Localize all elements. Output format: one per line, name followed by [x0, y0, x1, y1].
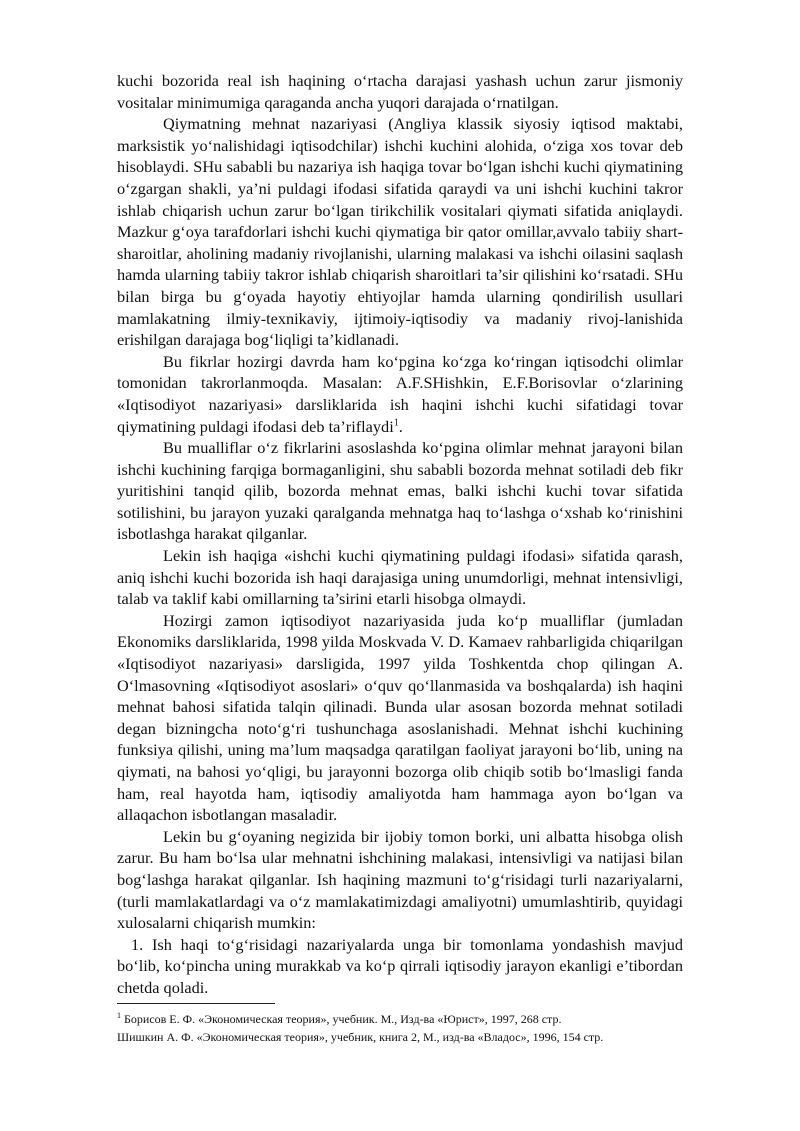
paragraph-contemporary-theory: Hozirgi zamon iqtisodiyot nazariyasida juda ko‘p mualliflar (jumladan Ekonomiks darsliklarida, 1998 yilda Moskvada V. D. Kamaev rahbarligida chiqarilgan «Iqtisodiyot nazariyasi» darsligida, 1997 yilda Toshkentda chop qilingan A. O‘lmasovning «Iqtisodiyot asoslari» o‘quv qo‘llanmasida va boshqalarda) ish haqini mehnat bahosi sifatida talqin qilinadi. Bunda ular asosan bozorda mehnat sotiladi degan bizningcha noto‘g‘ri tushunchaga asoslanishadi. Mehnat ishchi kuchining funksiya qilishi, uning ma’lum maqsadga qaratilgan faoliyat jarayoni bo‘lib, uning na qiymati, na bahosi yo‘qligi, bu jarayonni bozorga olib chiqib sotib bo‘lmasligi fanda ham, real hayotda ham, iqtisodiy amaliyotda ham hammaga ayon bo‘lgan va allaqachon isbotlangan masaladir.	[117, 610, 683, 825]
footnote-2: Шишкин А. Ф. «Экономическая теория», учебник, книга 2, М., изд-ва «Владос», 1996, 154 стр.	[117, 1029, 604, 1044]
footnote-1-text: Борисов Е. Ф. «Экономическая теория», учебник. М., Изд-ва «Юрист», 1997, 268 стр.	[124, 1011, 562, 1026]
footnote-1	[117, 1010, 683, 1028]
paragraph-labor-theory: Qiymatning mehnat nazariyasi (Angliya klassik siyosiy iqtisod maktabi, marksistik yo‘nalishidagi iqtisodchilar) ishchi kuchini alohida, o‘ziga xos tovar deb hisoblaydi. SHu sababli bu nazariya ish haqiga tovar bo‘lgan ishchi kuchi qiymatining o‘zgargan shakli, ya’ni puldagi ifodasi sifatida qaraydi va uni ishchi kuchini takror ishlab chiqarish uchun zarur bo‘lgan tirikchilik vositalari qiymati sifatida aniqlaydi. Mazkur g‘oya tarafdorlari ishchi kuchi qiymatiga bir qator omillar,avvalo tabiiy shart-sharoitlar, aholining madaniy rivojlanishi, ularning malakasi va ishchi oilasini saqlash hamda ularning tabiiy takror ishlab chiqarish sharoitlari ta’sir qilishini ko‘rsatadi. SHu bilan birga bu g‘oyada hayotiy ehtiyojlar hamda ularning qondirilish usullari mamlakatning ilmiy-texnikaviy, ijtimoiy-iqtisodiy va madaniy rivoj-lanishida erishilgan darajaga bog‘liqligi ta’kidlanadi.	[117, 114, 683, 350]
paragraph-modern-scholars-text: Bu fikrlar hozirgi davrda ham ko‘pgina ko‘zga ko‘ringan iqtisodchi olimlar tomonidan takrorlanmoqda. Masalan: A.F.SHishkin, E.F.Borisovlar o‘zlarining «Iqtisodiyot nazariyasi» darsliklarida ish haqini ishchi kuchi sifatidagi tovar qiymatining puldagi ifodasi deb ta’riflaydi	[117, 351, 683, 436]
list-item-conclusion-1: 1. Ish haqi to‘g‘risidagi nazariyalarda unga bir tomonlama yondashish mavjud bo‘lib, ko‘pincha uning murakkab va ko‘p qirrali iqtisodiy jarayon ekanligi e’tibordan chetda qoladi.	[117, 934, 683, 997]
paragraph-continuation: kuchi bozorida real ish haqining o‘rtacha darajasi yashash uchun zarur jismoniy vositalar minimumiga qaraganda ancha yuqori darajada o‘rnatilgan.	[117, 71, 683, 112]
footnote-reference-suffix: .	[398, 416, 403, 436]
document-page	[117, 70, 683, 1046]
paragraph-critique: Lekin ish haqiga «ishchi kuchi qiymatining puldagi ifodasi» sifatida qarash, aniq ishchi kuchi bozorida ish haqi darajasiga uning unumdorligi, mehnat intensivligi, talab va taklif kabi omillarning ta’sirini etarli hisobga olmaydi.	[117, 546, 683, 609]
footnote-mark: 1	[117, 1010, 121, 1020]
paragraph-positive-side: Lekin bu g‘oyaning negizida bir ijobiy tomon borki, uni albatta hisobga olish zarur. Bu ham bo‘lsa ular mehnatni ishchining malakasi, intensivligi va natijasi bilan bog‘lashga harakat qilganlar. Ish haqining mazmuni to‘g‘risidagi turli nazariyalarni, (turli mamlakatlardagi va o‘z mamlakatimizdagi amaliyotni) umumlashtirib, quyidagi xulosalarni chiqarish mumkin:	[117, 826, 683, 933]
footnote-reference[interactable]: 1	[393, 417, 399, 429]
paragraph-modern-scholars	[117, 351, 683, 437]
footnote-divider	[117, 1003, 275, 1004]
paragraph-authors-argument: Bu mualliflar o‘z fikrlarini asoslashda ko‘pgina olimlar mehnat jarayoni bilan ishchi kuchining farqiga bormaganligini, shu sababli bozorda mehnat sotiladi deb fikr yuritishini tanqid qilib, bozorda mehnat emas, balki ishchi kuchi tovar sifatida sotilishini, bu jarayon yuzaki qaralganda mehnatga haq to‘lashga o‘xshab ko‘rinishini isbotlashga harakat qilganlar.	[117, 438, 683, 544]
